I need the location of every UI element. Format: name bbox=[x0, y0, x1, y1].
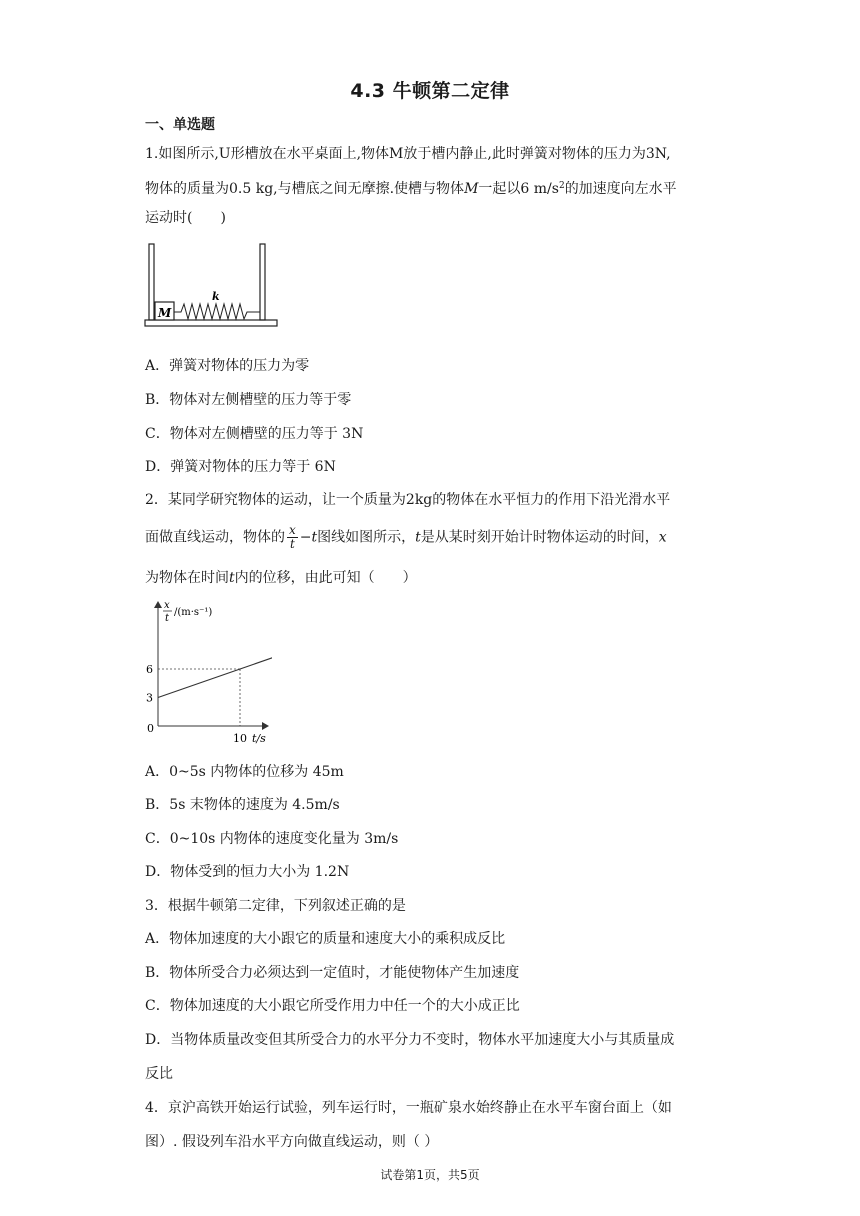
q1-option-d: D．弹簧对物体的压力等于 6N bbox=[145, 459, 336, 475]
spring-label: k bbox=[212, 290, 220, 303]
y-axis-label-unit: /(m·s⁻¹) bbox=[174, 607, 213, 618]
q3-option-c: C．物体加速度的大小跟它所受作用力中任一个的大小成正比 bbox=[145, 998, 520, 1014]
x-axis-label: t/s bbox=[252, 732, 266, 745]
q1-option-b: B．物体对左侧槽壁的压力等于零 bbox=[145, 392, 352, 408]
q1-option-c: C．物体对左侧槽壁的压力等于 3N bbox=[145, 426, 364, 442]
origin-label: 0 bbox=[147, 722, 154, 735]
q2-option-d: D．物体受到的恒力大小为 1.2N bbox=[145, 864, 350, 880]
y-tick-label-6: 6 bbox=[146, 663, 153, 676]
x-tick-label-10: 10 bbox=[233, 732, 247, 745]
q2-fraction: $\frac{x}{t}$ bbox=[289, 523, 296, 551]
q1-stem-line-1: 1.如图所示,U形槽放在水平桌面上,物体M放于槽内静止,此时弹簧对物体的压力为3N, bbox=[145, 146, 671, 162]
spring bbox=[174, 304, 260, 319]
q2-stem-line-2: 面做直线运动，物体的 $\frac{x}{t}$ −t图线如图所示，t是从某时刻开始计时物体运动的时间，x bbox=[145, 523, 667, 551]
q2-option-a: A．0~5s 内物体的位移为 45m bbox=[145, 764, 344, 780]
q1-option-a: A．弹簧对物体的压力为零 bbox=[145, 358, 310, 374]
q3-option-d-line-1: D．当物体质量改变但其所受合力的水平分力不变时，物体水平加速度大小与其质量成 bbox=[145, 1032, 675, 1048]
q2-option-c: C．0~10s 内物体的速度变化量为 3m/s bbox=[145, 831, 399, 847]
y-axis-label-den: t bbox=[165, 613, 170, 624]
y-axis-label-num: x bbox=[164, 600, 170, 611]
q3-option-a: A．物体加速度的大小跟它的质量和速度大小的乘积成反比 bbox=[145, 931, 506, 947]
q1-stem-line-2: 物体的质量为0.5 kg,与槽底之间无摩擦.使槽与物体M一起以6 $m/s^2$的加速度向左水平 bbox=[145, 181, 677, 197]
u-trough-figure bbox=[143, 240, 279, 330]
q4-stem-line-2: 图）. 假设列车沿水平方向做直线运动，则（ ） bbox=[145, 1134, 439, 1150]
q2-stem-line-1: 2．某同学研究物体的运动，让一个质量为2kg的物体在水平恒力的作用下沿光滑水平 bbox=[145, 492, 671, 508]
q3-stem: 3．根据牛顿第二定律，下列叙述正确的是 bbox=[145, 898, 406, 914]
q3-option-d-line-2: 反比 bbox=[145, 1066, 173, 1082]
q1-stem-line-3: 运动时( ) bbox=[145, 210, 226, 226]
y-tick-label-3: 3 bbox=[146, 691, 153, 705]
x-over-t-vs-t-chart bbox=[142, 598, 272, 748]
q4-stem-line-1: 4．京沪高铁开始运行试验，列车运行时，一瓶矿泉水始终静止在水平车窗台面上（如 bbox=[145, 1100, 672, 1116]
q2-option-b: B．5s 末物体的速度为 4.5m/s bbox=[145, 797, 340, 813]
series-line-0 bbox=[158, 655, 272, 698]
page-title: 4.3 牛顿第二定律 bbox=[350, 80, 510, 102]
block-m-label: M bbox=[158, 306, 172, 320]
q3-option-b: B．物体所受合力必须达到一定值时，才能使物体产生加速度 bbox=[145, 965, 520, 981]
q2-stem-line-3: 为物体在时间t内的位移，由此可知（ ） bbox=[145, 570, 417, 586]
page-footer: 试卷第1页，共5页 bbox=[380, 1168, 480, 1182]
section-heading: 一、单选题 bbox=[145, 117, 215, 133]
